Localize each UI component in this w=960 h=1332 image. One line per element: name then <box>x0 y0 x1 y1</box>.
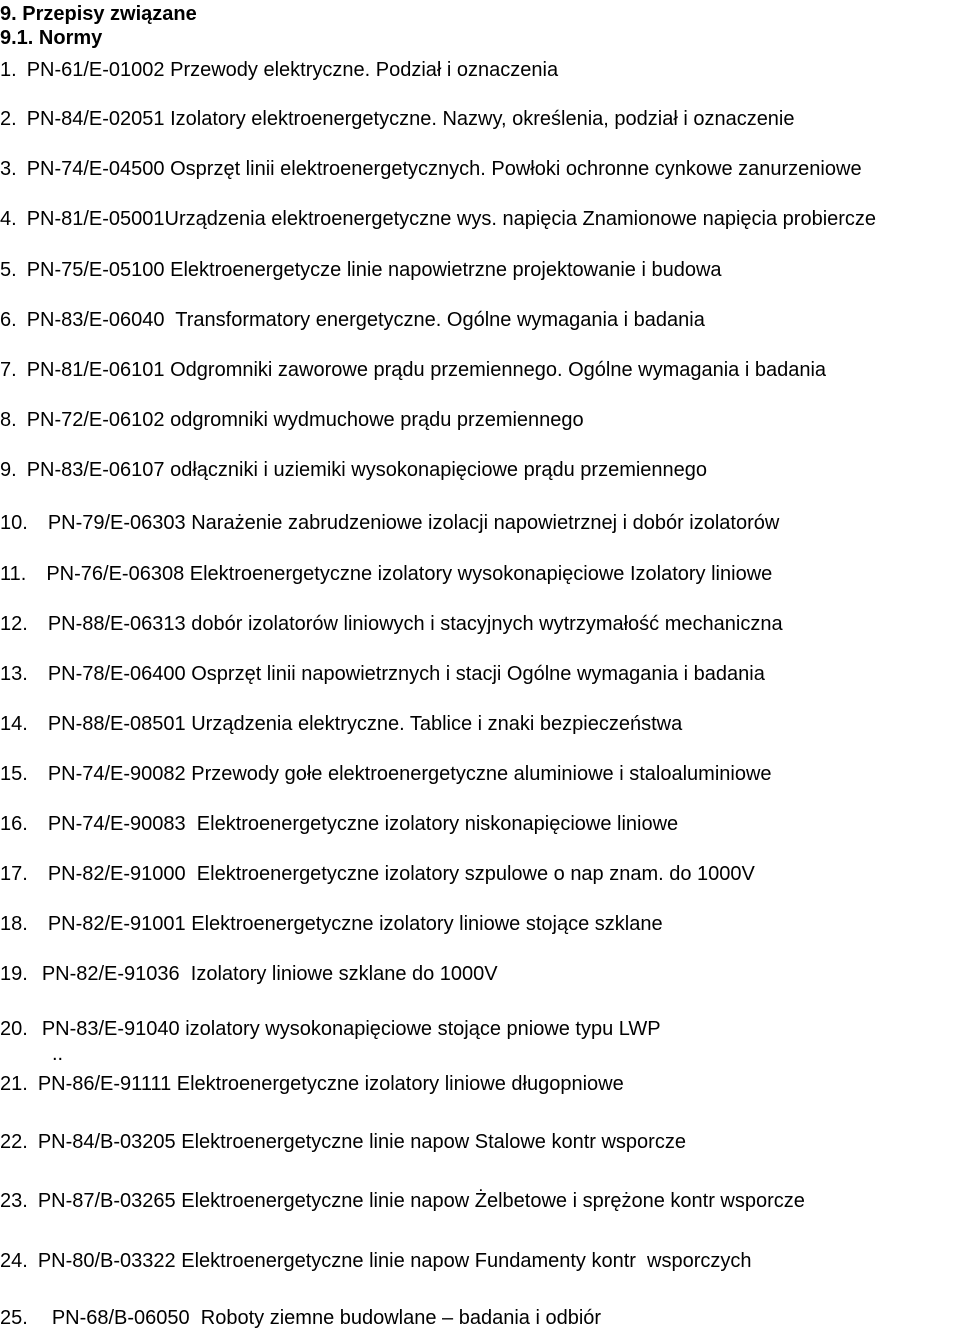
list-item-text: PN-75/E-05100 Elektroenergetycze linie napowietrzne projektowanie i budowa <box>26 259 722 281</box>
list-item-number: 19. <box>0 963 28 985</box>
list-item-number: 7. <box>0 359 17 381</box>
list-item <box>0 912 663 936</box>
list-item-text: PN-74/E-90082 Przewody gołe elektroenergetyczne aluminiowe i staloaluminiowe <box>47 763 772 785</box>
list-item <box>0 458 707 482</box>
list-item-text: PN-83/E-06107 odłączniki i uziemiki wysokonapięciowe prądu przemiennego <box>26 459 708 481</box>
list-item-text: PN-82/E-91036 Izolatory liniowe szklane do 1000V <box>41 963 498 985</box>
list-item-text: PN-87/B-03265 Elektroenergetyczne linie napow Żelbetowe i sprężone kontr wsporcze <box>37 1190 805 1212</box>
list-item <box>0 962 498 986</box>
list-item <box>0 511 779 535</box>
list-item <box>0 207 876 231</box>
list-item-text: PN-86/E-91111 Elektroenergetyczne izolatory liniowe długopniowe <box>37 1073 624 1095</box>
list-item-text: PN-78/E-06400 Osprzęt linii napowietrznych i stacji Ogólne wymagania i badania <box>47 663 765 685</box>
list-item-number: 6. <box>0 309 17 331</box>
list-item-number: 17. <box>0 863 28 885</box>
list-item-text: PN-84/E-02051 Izolatory elektroenergetyczne. Nazwy, określenia, podział i oznaczenie <box>26 108 795 130</box>
list-item <box>0 1130 686 1154</box>
list-item <box>0 1072 624 1096</box>
subsection-title: 9.1. Normy <box>0 27 103 49</box>
list-item-text: PN-88/E-06313 dobór izolatorów liniowych i stacyjnych wytrzymałość mechaniczna <box>47 613 783 635</box>
list-item-number: 12. <box>0 613 28 635</box>
list-item-number: 14. <box>0 713 28 735</box>
list-item-text: PN-83/E-91040 izolatory wysokonapięciowe stojące pniowe typu LWP <box>41 1018 661 1040</box>
list-item-number: 1. <box>0 59 17 81</box>
list-item-text: PN-88/E-08501 Urządzenia elektryczne. Tablice i znaki bezpieczeństwa <box>47 713 683 735</box>
list-item-number: 8. <box>0 409 17 431</box>
list-item-number: 15. <box>0 763 28 785</box>
list-item-text: PN-76/E-06308 Elektroenergetyczne izolatory wysokonapięciowe Izolatory liniowe <box>46 563 773 585</box>
list-item <box>0 1189 805 1213</box>
list-item-number: 2. <box>0 108 17 130</box>
list-item-text: PN-80/B-03322 Elektroenergetyczne linie napow Fundamenty kontr wsporczych <box>37 1250 752 1272</box>
list-item <box>0 1249 752 1273</box>
list-item <box>0 862 755 886</box>
list-item-text: PN-81/E-06101 Odgromniki zaworowe prądu przemiennego. Ogólne wymagania i badania <box>26 359 827 381</box>
list-item <box>0 662 765 686</box>
list-item-text: PN-82/E-91001 Elektroenergetyczne izolatory liniowe stojące szklane <box>47 913 663 935</box>
list-item-text: PN-83/E-06040 Transformatory energetyczne. Ogólne wymagania i badania <box>26 309 705 331</box>
list-item <box>0 58 558 82</box>
list-item-number: 9. <box>0 459 17 481</box>
list-item <box>0 408 584 432</box>
list-item <box>0 762 772 786</box>
list-item-number: 13. <box>0 663 28 685</box>
stray-mark: .. <box>52 1043 64 1065</box>
list-item-text: PN-74/E-04500 Osprzęt linii elektroenergetycznych. Powłoki ochronne cynkowe zanurzeniowe <box>26 158 862 180</box>
list-item <box>0 358 826 382</box>
list-item-number: 22. <box>0 1131 28 1153</box>
list-item-number: 25. <box>0 1307 28 1329</box>
list-item-text: PN-72/E-06102 odgromniki wydmuchowe prądu przemiennego <box>26 409 584 431</box>
list-item-number: 21. <box>0 1073 28 1095</box>
list-item <box>0 107 795 131</box>
list-item-text: PN-61/E-01002 Przewody elektryczne. Podział i oznaczenia <box>26 59 559 81</box>
list-item-text: PN-84/B-03205 Elektroenergetyczne linie napow Stalowe kontr wsporcze <box>37 1131 686 1153</box>
list-item-text: PN-68/B-06050 Roboty ziemne budowlane – badania i odbiór <box>51 1307 602 1329</box>
list-item <box>0 712 682 736</box>
section-title: 9. Przepisy związane <box>0 3 197 25</box>
list-item-text: PN-81/E-05001Urządzenia elektroenergetyczne wys. napięcia Znamionowe napięcia probiercze <box>26 208 877 230</box>
list-item-text: PN-74/E-90083 Elektroenergetyczne izolatory niskonapięciowe liniowe <box>47 813 679 835</box>
list-item-number: 5. <box>0 259 17 281</box>
list-item <box>0 308 705 332</box>
list-item-number: 24. <box>0 1250 28 1272</box>
list-item-number: 20. <box>0 1018 28 1040</box>
list-item <box>0 1306 601 1330</box>
list-item <box>0 812 678 836</box>
list-item-text: PN-79/E-06303 Narażenie zabrudzeniowe izolacji napowietrznej i dobór izolatorów <box>47 512 780 534</box>
list-item-number: 16. <box>0 813 28 835</box>
list-item <box>0 562 772 586</box>
list-item <box>0 157 862 181</box>
list-item-number: 23. <box>0 1190 28 1212</box>
list-item-text: PN-82/E-91000 Elektroenergetyczne izolatory szpulowe o nap znam. do 1000V <box>47 863 755 885</box>
list-item-number: 10. <box>0 512 28 534</box>
list-item-number: 4. <box>0 208 17 230</box>
list-item <box>0 258 722 282</box>
list-item <box>0 1017 661 1041</box>
list-item-number: 3. <box>0 158 17 180</box>
list-item-number: 18. <box>0 913 28 935</box>
list-item-number: 11. <box>0 563 27 585</box>
list-item <box>0 612 783 636</box>
